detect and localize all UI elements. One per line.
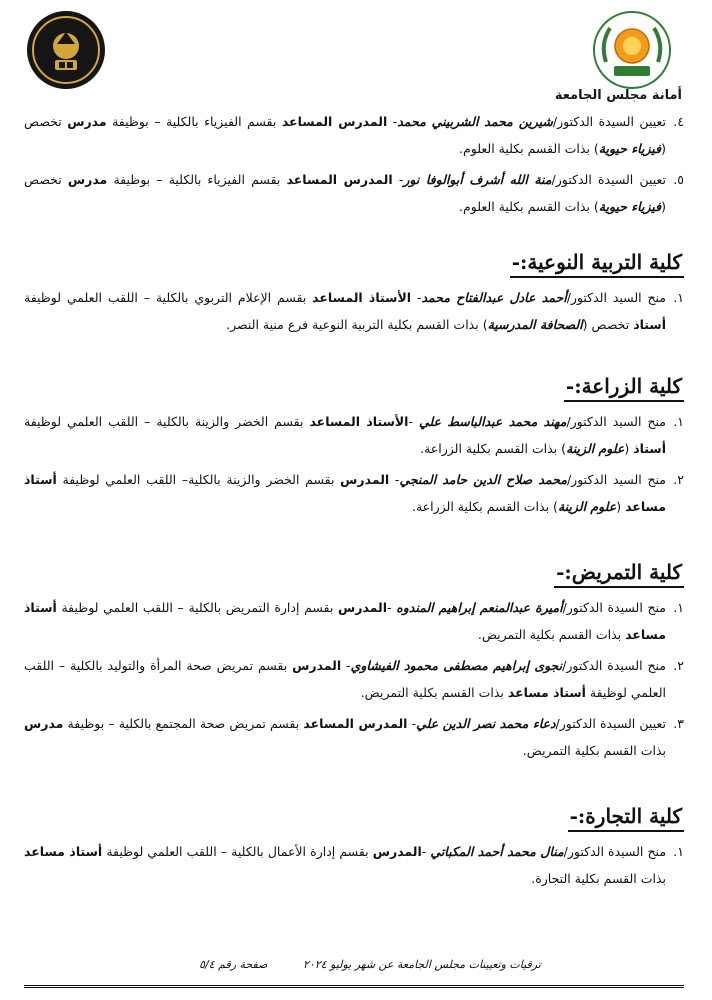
- footer-divider: [24, 985, 684, 988]
- section-heading-nursing: كلية التمريض:-: [554, 560, 684, 588]
- office-title: أمانة مجلس الجامعة: [554, 88, 682, 103]
- footer-text: ترقيات وتعيينات مجلس الجامعة عن شهر يوليو ٢٠٢٤: [302, 958, 541, 971]
- document-body: [24, 108, 684, 892]
- list-item: ٥. تعيين السيدة الدكتور/منة الله أشرف أبوالوفا نور- المدرس المساعد بقسم الفيزياء بالكلية – بوظيفة مدرس تخصص (فيزياء حيوية) بذات القسم بكلية العلوم.: [24, 172, 684, 214]
- list-item: ٤. تعيين السيدة الدكتور/شيرين محمد الشربيني محمد- المدرس المساعد بقسم الفيزياء بالكلية – بوظيفة مدرس تخصص (فيزياء حيوية) بذات القسم بكلية العلوم.: [24, 114, 684, 156]
- section-heading-commerce: كلية التجارة:-: [568, 804, 684, 832]
- list-item: ١. منح السيدة الدكتور/منال محمد أحمد المكباتي -المدرس بقسم إدارة الأعمال بالكلية – اللقب العلمي لوظيفة أستاذ مساعد بذات القسم بكلية التجارة.: [24, 844, 684, 886]
- section-heading-agriculture: كلية الزراعة:-: [564, 374, 684, 402]
- page-number: صفحة رقم ٥/٤: [199, 958, 268, 971]
- university-logo-icon: [592, 10, 672, 90]
- list-item: ١. منح السيد الدكتور/أحمد عادل عبدالفتاح محمد- الأستاذ المساعد بقسم الإعلام التربوي بالكلية – اللقب العلمي لوظيفة أستاذ تخصص (الصحافة المدرسية) بذات القسم بكلية التربية النوعية فرع منية النصر.: [24, 290, 684, 332]
- section-heading-specific-education: كلية التربية النوعية:-: [510, 250, 684, 278]
- list-item: ١. منح السيد الدكتور/مهند محمد عبدالباسط علي -الأستاذ المساعد بقسم الخضر والزينة بالكلية – اللقب العلمي لوظيفة أستاذ (علوم الزينة) بذات القسم بكلية الزراعة.: [24, 414, 684, 456]
- list-item: ١. منح السيدة الدكتور/أميرة عبدالمنعم إبراهيم المندوه -المدرس بقسم إدارة التمريض بالكلية – اللقب العلمي لوظيفة أستاذ مساعد بذات القسم بكلية التمريض.: [24, 600, 684, 642]
- page-footer: [160, 958, 580, 971]
- list-item: ٢. منح السيد الدكتور/محمد صلاح الدين حامد المنجي- المدرس بقسم الخضر والزينة بالكلية– اللقب العلمي لوظيفة أستاذ مساعد (علوم الزينة) بذات القسم بكلية الزراعة.: [24, 472, 684, 514]
- list-item: ٣. تعيين السيدة الدكتور/دعاء محمد نصر الدين علي- المدرس المساعد بقسم تمريض صحة المجتمع بالكلية – بوظيفة مدرس بذات القسم بكلية التمريض.: [24, 716, 684, 758]
- list-item: ٢. منح السيدة الدكتور/نجوى إبراهيم مصطفى محمود الفيشاوي- المدرس بقسم تمريض صحة المرأة والتوليد بالكلية – اللقب العلمي لوظيفة أستاذ مساعد بذات القسم بكلية التمريض.: [24, 658, 684, 700]
- anniversary-seal-icon: [26, 10, 106, 90]
